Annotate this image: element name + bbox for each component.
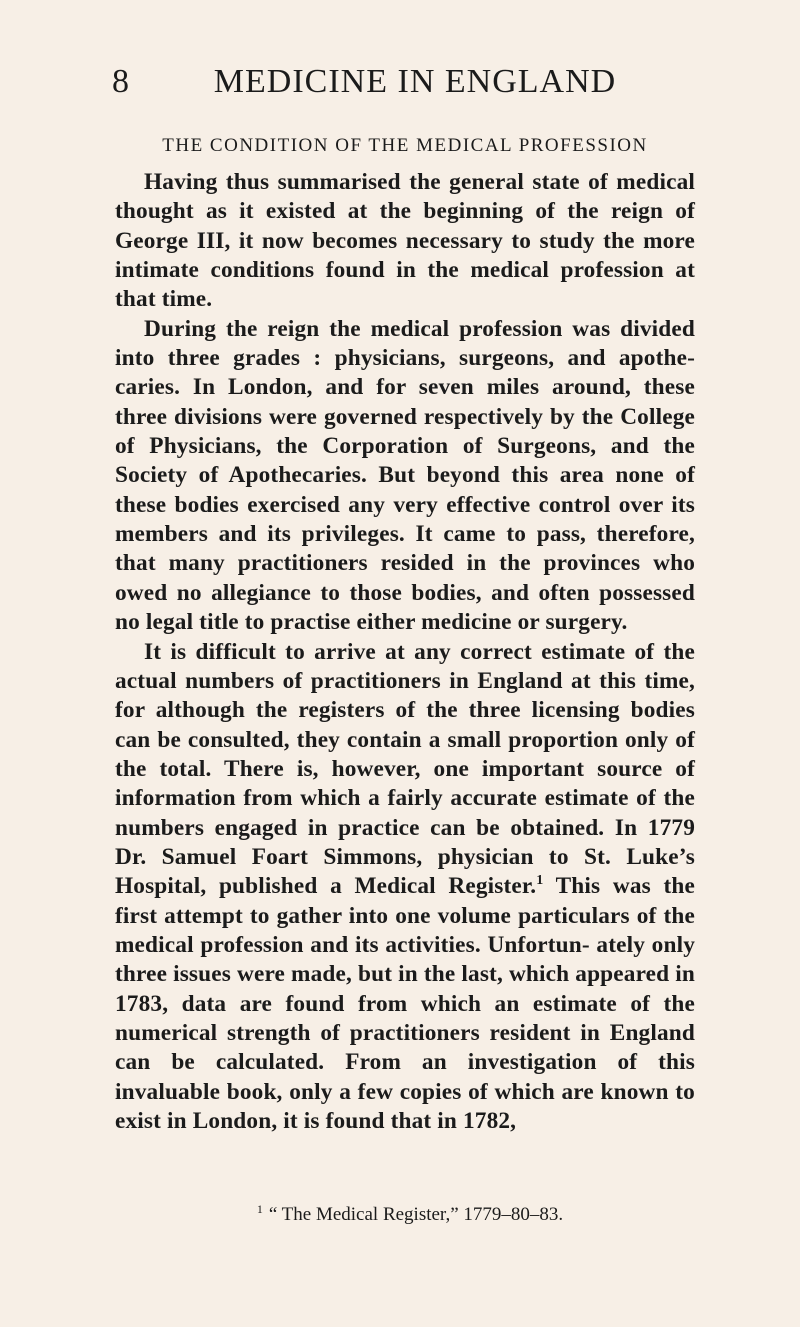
section-heading: THE CONDITION OF THE MEDICAL PROFESSION bbox=[162, 135, 648, 156]
paragraph-2: During the reign the medical profession was divided into three grades : physicians, surgeons, and apothe- caries. In London, and for seven miles around, these three divisions were governed respectively by the College of Physicians, the Corporation of Surgeons, and the Society of Apothecaries. But beyond this area none of these bodies exercised any very effective control over its members and its privileges. It came to pass, therefore, that many practitioners resided in the provinces who owed no allegiance to those bodies, and often possessed no legal title to practise either medicine or surgery. bbox=[115, 315, 695, 636]
body-text bbox=[115, 168, 695, 1136]
running-title: MEDICINE IN ENGLAND bbox=[213, 63, 617, 100]
paragraph-3-text-after-ref: This was the first attempt to gather into one volume particulars of the medical profession and its activities. Unfortun- ately only three issues were made, but in the last, which appeared in 1783, data are found from which an estimate of the numerical strength of practitioners resident in England can be calculated. From an investigation of this invaluable book, only a few copies of which are known to exist in London, it is found that in 1782, bbox=[115, 873, 695, 1134]
paragraph-3-text-before-ref: It is difficult to arrive at any correct estimate of the actual numbers of practitioners in England at this time, for although the registers of the three licensing bodies can be consulted, they contain a small proportion only of the total. There is, however, one important source of information from which a fairly accurate estimate of the numbers engaged in practice can be obtained. In 1779 Dr. Samuel Foart Simmons, physician to St. Luke’s Hospital, published a Medical Register. bbox=[115, 638, 695, 900]
running-head bbox=[0, 58, 800, 102]
paragraph-3 bbox=[115, 638, 695, 1137]
paragraph-1: Having thus summarised the general state of medical thought as it existed at the beginning of the reign of George III, it now becomes necessary to study the more intimate conditions found in the medical profession at that time. bbox=[115, 169, 695, 313]
footnote-text: “ The Medical Register,” 1779–80–83. bbox=[268, 1204, 564, 1225]
footnote-reference: 1 bbox=[536, 873, 544, 889]
page-number: 8 bbox=[112, 63, 129, 100]
footnote bbox=[0, 1203, 800, 1227]
footnote-mark: 1 bbox=[256, 1201, 263, 1216]
